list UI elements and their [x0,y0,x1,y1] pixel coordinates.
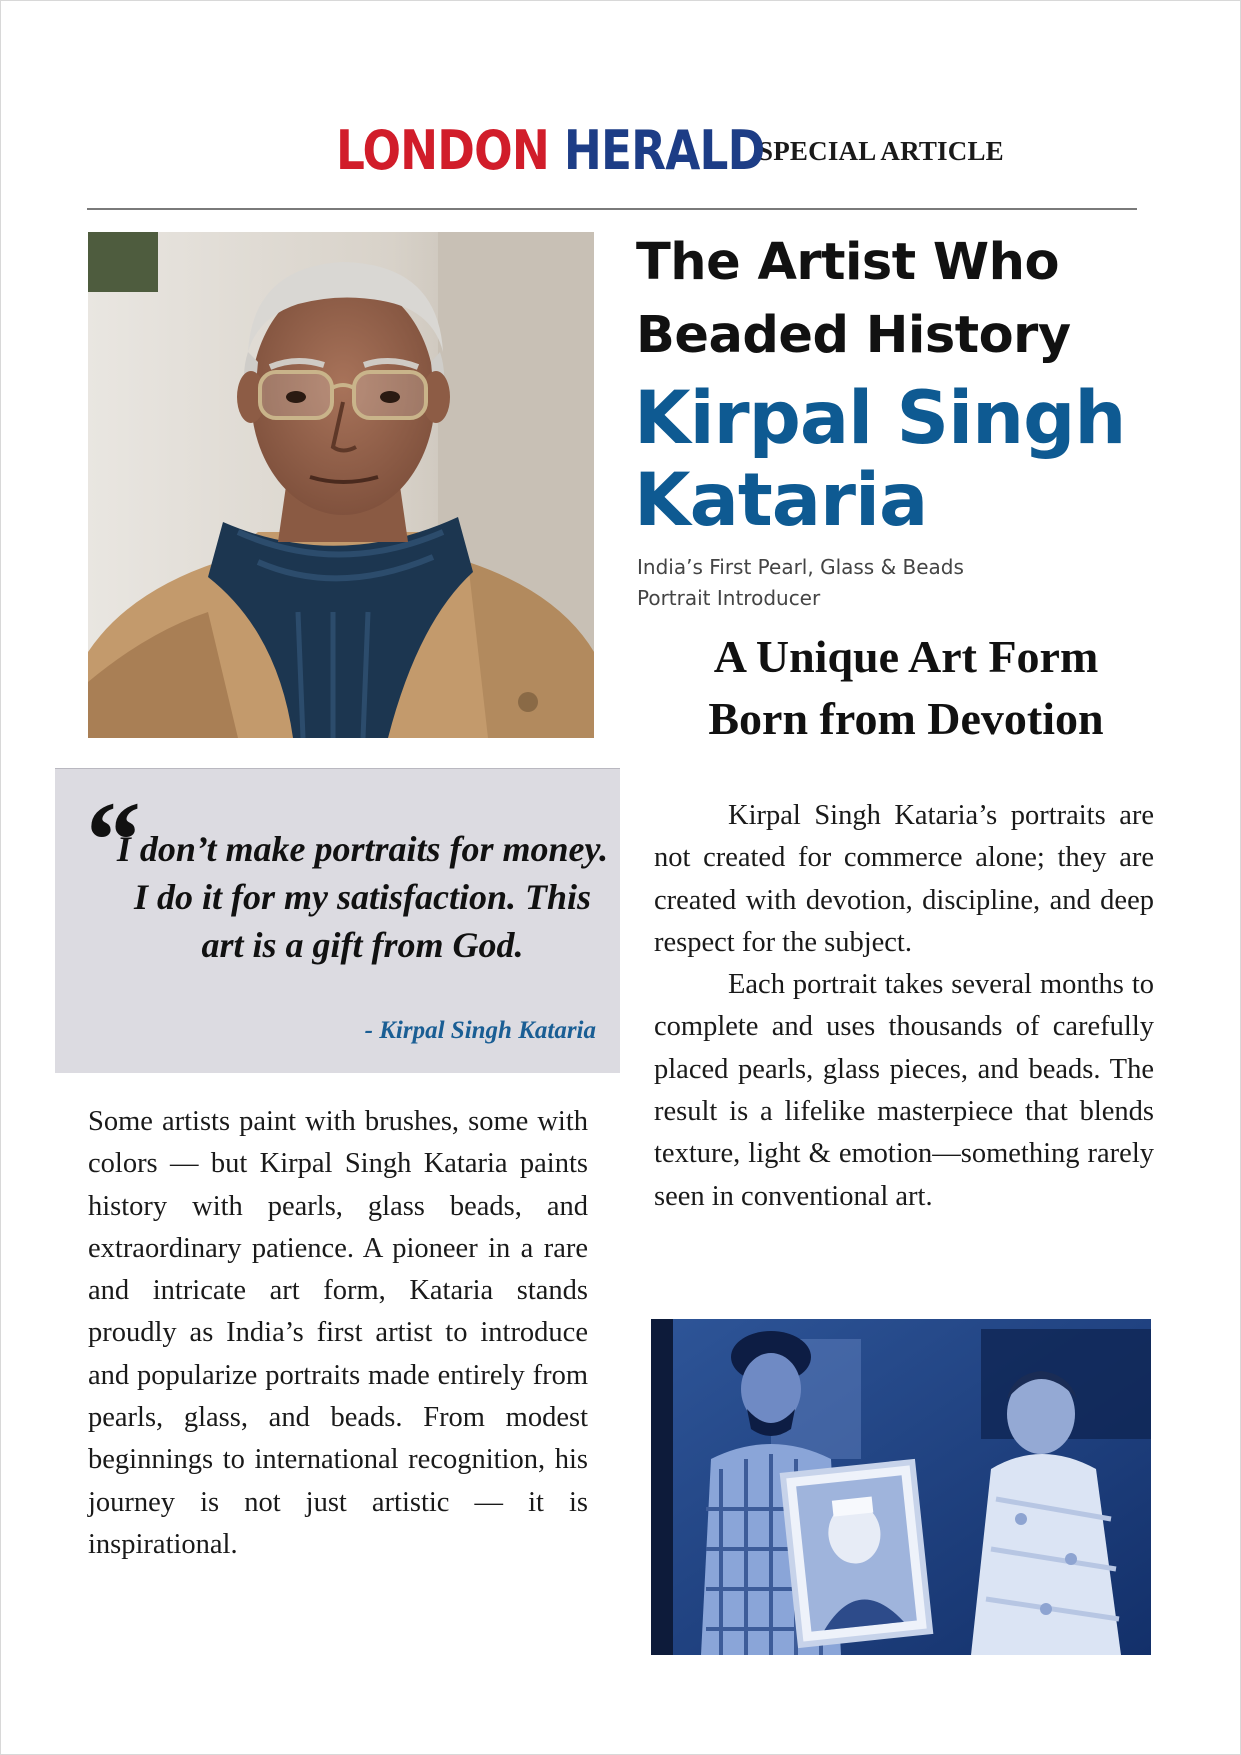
artist-portrait-photo [88,232,594,738]
masthead-divider [87,208,1137,210]
quote-mark-icon: “ [86,779,141,901]
pull-quote-author: - Kirpal Singh Kataria [364,1017,596,1044]
artist-name [634,378,1154,542]
headline-line-1: The Artist Who [636,233,1060,292]
logo-word-herald: HERALD [563,119,765,182]
artist-name-line-1: Kirpal Singh [634,376,1126,461]
body-paragraph-1: Kirpal Singh Kataria’s portraits are not created for commerce alone; they are created with devotion, discipline, and deep respect for the subject. [654,800,1154,958]
historical-photo-illustration [651,1319,1151,1655]
section-heading-line-1: A Unique Art Form [713,631,1099,682]
section-heading-line-2: Born from Devotion [708,693,1104,744]
headline [636,226,1136,372]
section-tag: SPECIAL ARTICLE [758,135,1004,166]
article-body-right [654,795,1154,1218]
artist-subtitle-line-1: India’s First Pearl, Glass & Beads [637,555,964,579]
body-paragraph-2: Each portrait takes several months to complete and uses thousands of carefully placed pearls, glass pieces, and beads. The result is a lifelike masterpiece that blends texture, light & emotion—something rarely seen in conventional art. [654,969,1154,1212]
pull-quote-box [55,768,620,1073]
artist-name-line-2: Kataria [634,458,928,543]
pull-quote-text: I don’t make portraits for money. I do it for my satisfaction. This art is a gift from God. [116,829,609,965]
masthead [336,119,1004,182]
logo-word-london: LONDON [336,119,549,182]
article-intro-text: Some artists paint with brushes, some with colors — but Kirpal Singh Kataria paints history with pearls, glass beads, and extraordinary patience. A pioneer in a rare and intricate art form, Kataria stands proudly as India’s first artist to introduce and popularize portraits made entirely from pearls, glass, and beads. From modest beginnings to international recognition, his journey is not just artistic — it is inspirational. [88,1106,588,1560]
artist-subtitle [637,552,1057,614]
headline-line-2: Beaded History [636,306,1071,365]
portrait-illustration [88,232,594,738]
section-heading [636,626,1176,750]
artist-subtitle-line-2: Portrait Introducer [637,586,821,610]
historical-photo [651,1319,1151,1655]
publication-logo[interactable] [336,119,765,182]
